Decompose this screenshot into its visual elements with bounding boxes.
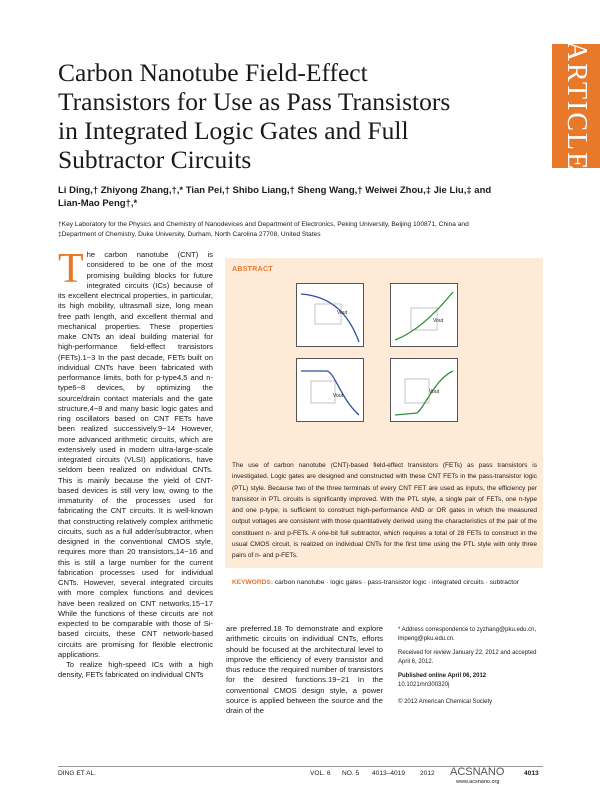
article-info-sidebar xyxy=(398,626,543,712)
figure-panel-bottom-right xyxy=(390,358,458,422)
article-side-tab xyxy=(552,40,600,172)
publication-info xyxy=(398,672,543,689)
curve-increasing-icon xyxy=(391,284,457,346)
paper-title xyxy=(58,58,528,174)
footer-volume: VOL. 6 xyxy=(310,770,331,777)
intro-text: he carbon nanotube (CNT) is considered to be one of the most promising building blocks for future integrated circuits (ICs) because of its excellent electrical properties, in particular, its high mobility, ultrasmall size, long mean free path length, and excellent thermal and mechanical properties. These properties make CNTs an ideal building material for high-performance field-effect transistors (FETs).1−3 In the past decade, FETs built on individual CNTs have been fabricated with performance limits, both for p-type4,5 and n-type6−8 devices, by optimizing the source/drain contact materials and the gate structure,4−8 and many basic logic gates and ring oscillators based on CNT FETs have been realized successively.9−14 However, more advanced arithmetic circuits, which are extensively used in modern ultra-large-scale integrated circuits (VLSI) applications, have seldom been realized on individual CNTs. This is mainly because the yield of CNT-based devices is still very low, owing to the immaturity of the processes used for fabricating the CNT circuits. It is well-known that constructing relatively complex arithmetic circuits, such as a full adder/subtractor, when designed in the conventional CMOS style, requires more than 20 transistors,14−16 and this is still a large number for the current fabrication processes used for individual CNTs. However, several integrated circuits with more complex functions and devices have been realized on CNT networks.15−17 While the functions of these circuits are not expected to be comparable with those of Si-based circuits, these CNT network-based circuits are promising for flexible electronic applications. xyxy=(58,250,213,659)
keywords-list: carbon nanotube · logic gates · pass-transistor logic · integrated circuits · subtractor xyxy=(274,579,519,586)
left-body-column xyxy=(58,246,213,681)
page-footer xyxy=(58,766,543,785)
abstract-text: The use of carbon nanotube (CNT)-based field-effect transistors (FETs) as pass transistors is investigated. Logic gates are designed and constructed with these CNT FETs in the pass-transistor logic (PTL) style. Because two of the three terminals of every CNT FET are used as inputs, the efficiency per transistor in PTL circuits is significantly improved. With the PTL style, a single pair of FETs, one n-type and one p-type, is sufficient to construct high-performance AND or OR gates in which the measured output voltages are consistent with those quantitatively derived using the characteristics of the pair of the constituent n- and p-FETs. A one-bit full subtractor, which requires a total of 28 FETs to construct in the usual CMOS circuit, is realized on individual CNTs for the first time using the PTL style with only three pairs of n- and p-FETs. xyxy=(232,462,537,560)
title-line-1: Carbon Nanotube Field-Effect xyxy=(58,58,368,87)
footer-journal: ACSNANO xyxy=(450,766,505,778)
vout-label-2: Vout xyxy=(433,318,444,324)
doi: 10.1021/nn300320j xyxy=(398,681,450,688)
figure-panel-top-right xyxy=(390,283,458,347)
second-paragraph-text: To realize high-speed ICs with a high density, FETs fabricated on individual CNTs xyxy=(58,660,213,680)
second-paragraph xyxy=(58,660,213,681)
published-date: Published online April 06, 2012 xyxy=(398,673,487,680)
footer-year: 2012 xyxy=(420,770,435,777)
affiliations xyxy=(58,220,538,239)
title-line-3: in Integrated Logic Gates and Full xyxy=(58,116,409,145)
abstract-heading: ABSTRACT xyxy=(232,266,273,273)
title-line-2: Transistors for Use as Pass Transistors xyxy=(58,87,451,116)
keywords-label: KEYWORDS: xyxy=(232,579,274,586)
article-tab-label: ARTICLE xyxy=(561,40,592,172)
footer-author: DING ET AL. xyxy=(58,770,96,777)
keywords xyxy=(232,578,537,588)
authors-line-2: Lian-Mao Peng†,* xyxy=(58,198,138,209)
affiliation-2: ‡Department of Chemistry, Duke University, Durham, North Carolina 27708, United States xyxy=(58,230,321,238)
footer-url: www.acsnano.org xyxy=(456,779,500,785)
curve-sharp-drop-icon xyxy=(297,359,363,421)
drop-cap: T xyxy=(58,246,84,292)
footer-page-number: 4013 xyxy=(524,770,539,777)
received-dates: Received for review January 22, 2012 and accepted April 6, 2012. xyxy=(398,650,537,665)
curve-decreasing-icon xyxy=(297,284,363,346)
vout-label-1: Vout xyxy=(337,310,348,316)
right-body-column: are preferred.18 To demonstrate and explore arithmetic circuits on individual CNTs, efforts should be focused at the architectural level to improve the efficiency of every transistor and thus reduce the required number of transistors for the desired functions.19−21 In the conventional CMOS design style, a power source is applied between the source and the drain of the xyxy=(226,624,383,716)
authors-line-1: Li Ding,† Zhiyong Zhang,†,* Tian Pei,† Shibo Liang,† Sheng Wang,† Weiwei Zhou,‡ Jie Liu,‡ and xyxy=(58,185,492,196)
curve-sharp-rise-icon xyxy=(391,359,457,421)
title-line-4: Subtractor Circuits xyxy=(58,145,252,174)
figure-panel-bottom-left xyxy=(296,358,364,422)
correspondence: * Address correspondence to zyzhang@pku.edu.cn, lmpeng@pku.edu.cn. xyxy=(398,627,537,642)
footer-issue: NO. 5 xyxy=(342,770,360,777)
figure-panel-top-left xyxy=(296,283,364,347)
copyright: © 2012 American Chemical Society xyxy=(398,698,493,705)
intro-paragraph xyxy=(58,246,213,660)
vout-label-3: Vout xyxy=(333,393,344,399)
footer-pages: 4013–4019 xyxy=(372,770,406,777)
author-list xyxy=(58,184,528,210)
affiliation-1: †Key Laboratory for the Physics and Chemistry of Nanodevices and Department of Electronics, Peking University, Beijing 100871, China and xyxy=(58,221,469,228)
vout-label-4: Vout xyxy=(429,389,440,395)
